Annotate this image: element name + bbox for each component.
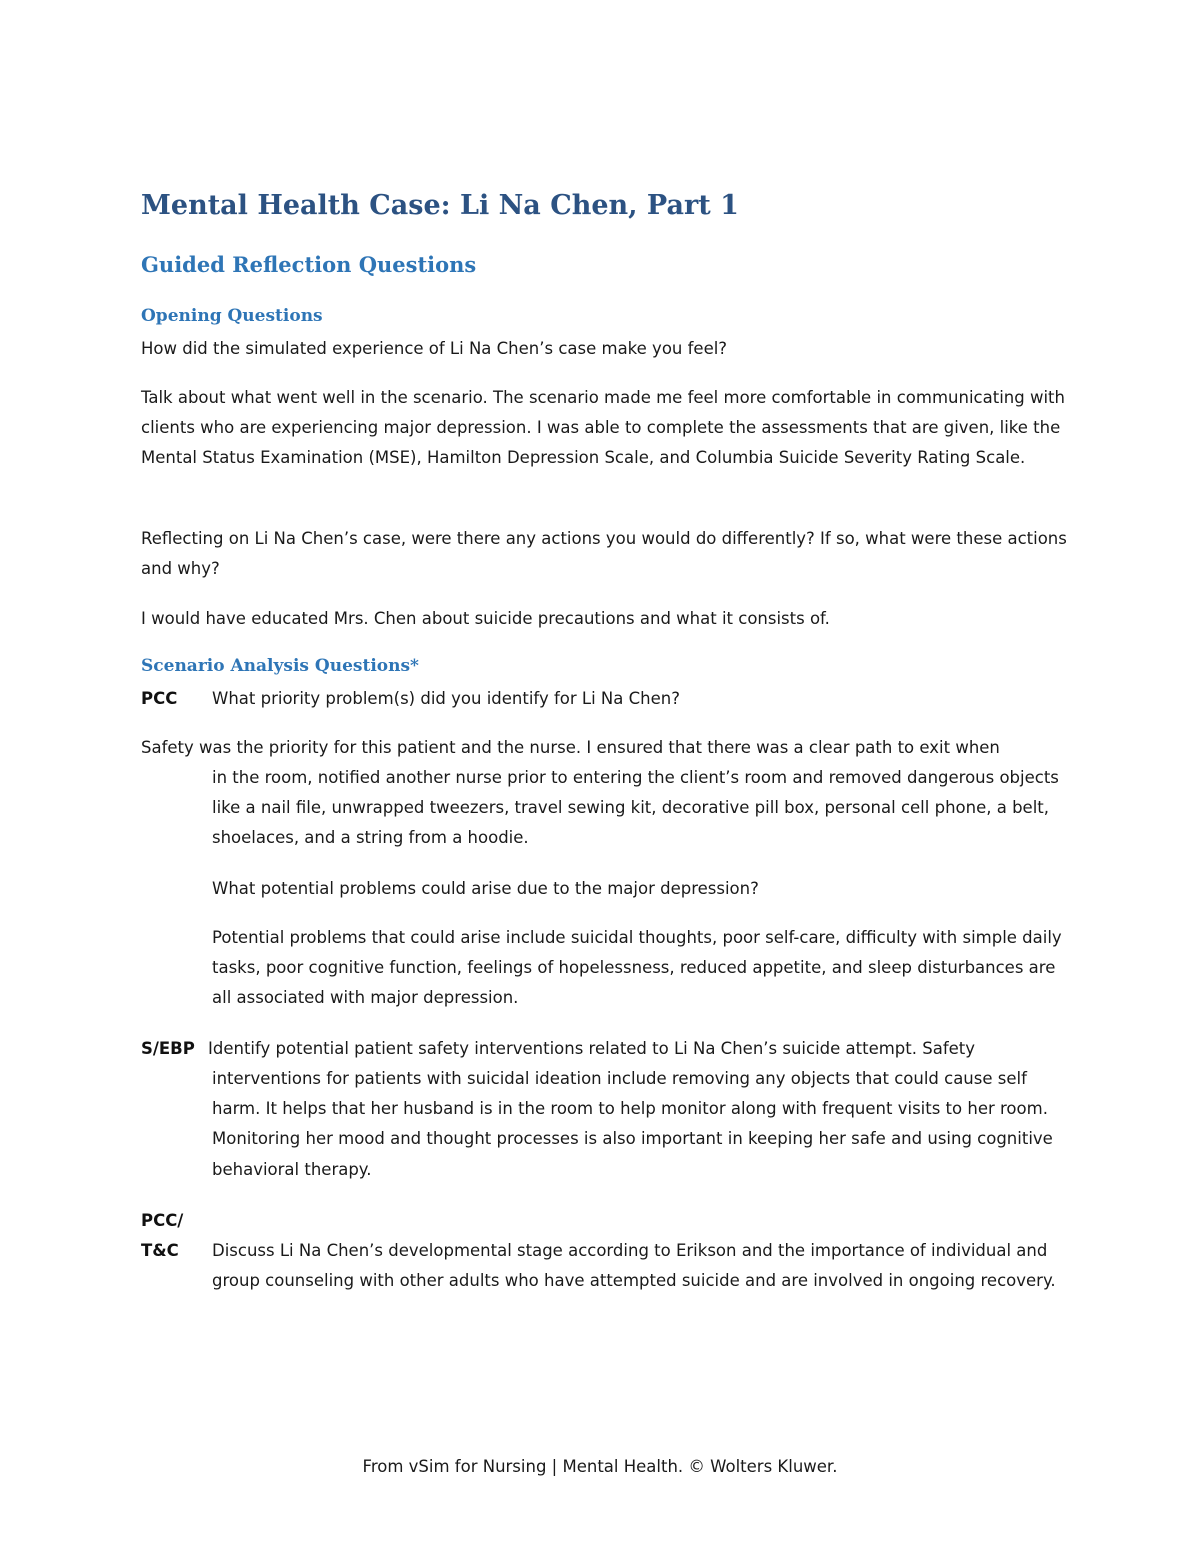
pcc-tc-tag-line-1: PCC/ xyxy=(141,1211,184,1230)
sebp-tag: S/EBP xyxy=(141,1039,195,1058)
pcc-answer-2: Potential problems that could arise include suicidal thoughts, poor self-care, difficulty with simple daily tasks, poor cognitive function, feelings of hopelessness, reduced appetite, and sleep disturbances are all associated with major depression. xyxy=(212,928,1062,1008)
pcc-question-2: What potential problems could arise due to the major depression? xyxy=(212,879,759,898)
pcc-answer-first-line: Safety was the priority for this patient and the nurse. I ensured that there was a clear path to exit when xyxy=(141,738,1000,757)
opening-answer-2: I would have educated Mrs. Chen about suicide precautions and what it consists of. xyxy=(141,609,830,628)
opening-answer-1: Talk about what went well in the scenario. The scenario made me feel more comfortable in communicating with clients who are experiencing major depression. I was able to complete the assessments that are given, like the Mental Status Examination (MSE), Hamilton Depression Scale, and Columbia Suicide Severity Rating Scale. xyxy=(141,388,1065,468)
opening-questions-heading: Opening Questions xyxy=(141,306,323,326)
pcc-question: What priority problem(s) did you identify for Li Na Chen? xyxy=(212,689,680,708)
document-subtitle: Guided Reflection Questions xyxy=(141,252,477,277)
pcc-tc-question: Discuss Li Na Chen’s developmental stage according to Erikson and the importance of individual and group counseling with other adults who have attempted suicide and are involved in ongoing recovery. xyxy=(212,1241,1056,1291)
pcc-tc-tag-line-2: T&C xyxy=(141,1241,179,1260)
document-title: Mental Health Case: Li Na Chen, Part 1 xyxy=(141,190,739,221)
page-footer: From vSim for Nursing | Mental Health. © Wolters Kluwer. xyxy=(362,1457,838,1476)
opening-question-2: Reflecting on Li Na Chen’s case, were there any actions you would do differently? If so, what were these actions and why? xyxy=(141,529,1067,579)
sebp-first-line: Identify potential patient safety interventions related to Li Na Chen’s suicide attempt. Safety xyxy=(208,1039,976,1058)
opening-question-1: How did the simulated experience of Li Na Chen’s case make you feel? xyxy=(141,339,728,358)
pcc-answer-continued: in the room, notified another nurse prior to entering the client’s room and removed dangerous objects like a nail file, unwrapped tweezers, travel sewing kit, decorative pill box, personal cell phone, a belt, shoelaces, and a string from a hoodie. xyxy=(212,768,1059,848)
sebp-text-continued: interventions for patients with suicidal ideation include removing any objects that could cause self harm. It helps that her husband is in the room to help monitor along with frequent visits to her room. Monitoring her mood and thought processes is also important in keeping her safe and using cognitive behavioral therapy. xyxy=(212,1069,1053,1179)
scenario-analysis-heading: Scenario Analysis Questions* xyxy=(141,656,419,676)
pcc-tag: PCC xyxy=(141,689,178,708)
